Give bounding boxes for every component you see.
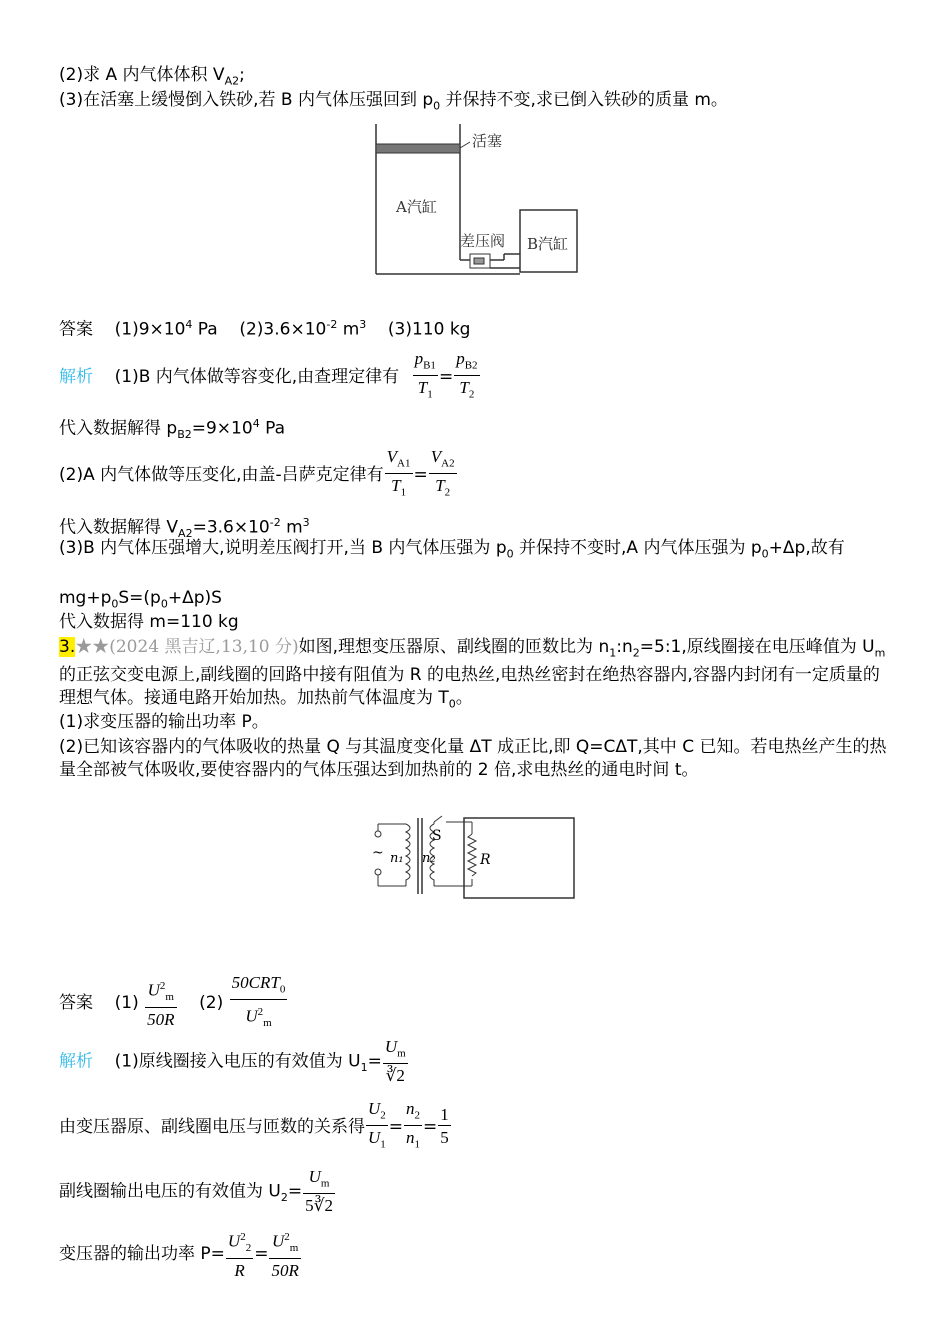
source-terminal-top	[375, 831, 381, 837]
solution-1-line-7: 代入数据得 m=110 kg	[59, 612, 239, 632]
solution-2-line-4: 变压器的输出功率 P= $\frac{U^2_2}{R}$ = $\frac{U^2_m}{50R}$	[59, 1228, 302, 1280]
resistor-label: R	[480, 852, 491, 868]
answer-2: 答案 (1) $\frac{U^2_m}{50R}$ (2) $\frac{50CRT_0}{U^2_m}$	[59, 973, 286, 1030]
switch-label: S	[432, 828, 442, 844]
primary-coil	[406, 824, 410, 886]
cylinder-a-label: A汽缸	[396, 198, 437, 216]
switch	[434, 816, 442, 822]
solution-1-line-5: (3)B 内气体压强增大,说明差压阀打开,当 B 内气体压强为 $p_0$ 并保持不变时,A 内气体压强为 $p_0+\Delta p$,故有	[59, 538, 845, 561]
piston	[376, 144, 460, 153]
solution-2-line-2: 由变压器原、副线圈电压与匝数的关系得 $\frac{U_2}{U_1}$ = $\frac{n_2}{n_1}$ = $\frac{1}{5}$	[59, 1099, 449, 1151]
transformer-figure	[368, 814, 580, 904]
answer-1: 答案 $(1)9\times 10^4$ Pa $(2)3.6\times 10^{-2}$ $m^3$ (3)110 kg	[59, 318, 471, 340]
solution-1-line-4: 代入数据解得 $V_{A2}=3.6\times 10^{-2}$ $m^3$	[59, 516, 310, 541]
question-3: (3)在活塞上缓慢倒入铁砂,若 B 内气体压强回到 $p_0$ 并保持不变,求已倒入铁砂的质量 m。	[59, 90, 728, 113]
valve-label: 差压阀	[460, 232, 506, 250]
solution-2-line-1: 解析 (1)原线圈接入电压的有效值为 $U_1=$ $\frac{U_m}{∛2}$	[59, 1037, 406, 1086]
question-3-stem: 3.★★(2024 黑吉辽,13,10 分)如图,理想变压器原、副线圈的匝数比为 $n_1:n_2=5:1$,原线圈接在电压峰值为 $U_m$ 的正弦交变电源上,副线圈的回路中接有阻值为 R 的电热丝,电热丝密封在绝热容器内,容器内封闭有一定质量的理想气体。接通电路开始加热。加热前气体温度为 $T_0$。	[59, 637, 886, 711]
solution-1-line-3: (2)A 内气体做等压变化,由盖-吕萨克定律有 $\frac{V_{A1}}{T_1}$ = $\frac{V_{A2}}{T_2}$	[59, 447, 455, 499]
solution-2-line-3: 副线圈输出电压的有效值为 $U_2=$ $\frac{U_m}{5∛2}$	[59, 1167, 333, 1216]
solution-1-line-1: 解析 (1)B 内气体做等容变化,由查理定律有 $\frac{p_{B1}}{T_1}$ = $\frac{p_{B2}}{T_2}$	[59, 349, 478, 401]
piston-label: 活塞	[472, 132, 503, 150]
cylinder-figure	[370, 122, 584, 280]
source-symbol: ~	[372, 845, 384, 861]
solution-1-line-6: $mg+p_0S=(p_0+\Delta p)S$	[59, 588, 222, 611]
n2-label: n₂	[422, 851, 436, 866]
question-2: (2)求 A 内气体体积 $V_{A2}$;	[59, 65, 245, 88]
question-3-part-2: (2)已知该容器内的气体吸收的热量 Q 与其温度变化量 ΔT 成正比,即 Q=CΔT,其中 C 已知。若电热丝产生的热量全部被气体吸收,要使容器内的气体压强达到加热前的 2 倍,求电热丝的通电时间 t。	[59, 737, 887, 780]
n1-label: n₁	[390, 851, 404, 866]
solution-1-line-2: 代入数据解得 $p_{B2}=9\times 10^4$ Pa	[59, 417, 285, 442]
question-3-part-1: (1)求变压器的输出功率 P。	[59, 712, 269, 732]
cylinder-b-label: B汽缸	[527, 235, 569, 253]
source-terminal-bottom	[375, 869, 381, 875]
